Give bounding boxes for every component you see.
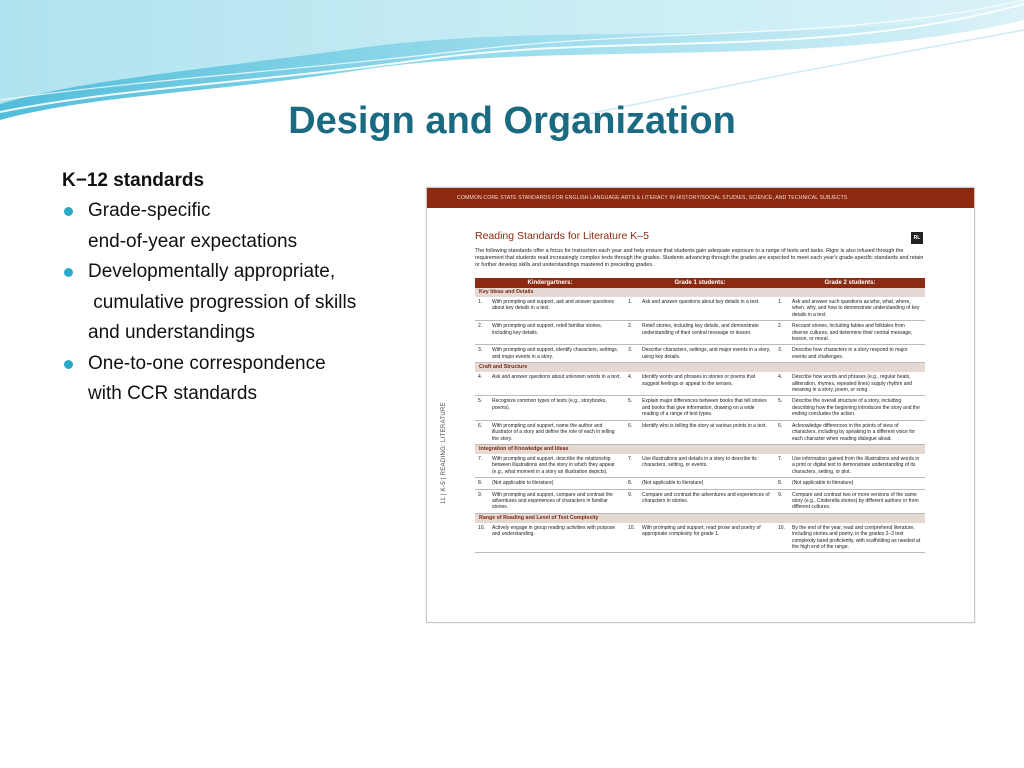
standard-number: 7. [628, 455, 633, 462]
standard-text: With prompting and support, compare and contrast the adventures and experiences of characters in familiar stories. [492, 491, 613, 511]
table-row [475, 396, 925, 420]
standard-text: Ask and answer such questions as who, what, where, when, why, and how to demonstrate understanding of key details in a text. [792, 299, 920, 318]
standard-number: 8. [778, 480, 783, 487]
document-title: Reading Standards for Literature K–5 [475, 230, 649, 242]
table-cell [625, 490, 775, 513]
bullet-panel [62, 170, 432, 410]
table-row [475, 297, 925, 321]
standard-text: (Not applicable to literature) [492, 480, 554, 487]
standard-number: 5. [628, 398, 633, 405]
table-row [475, 345, 925, 363]
table-cell [775, 421, 925, 444]
standard-text: Compare and contrast the adventures and experiences of characters in stories. [642, 491, 770, 504]
table-cell [625, 372, 775, 395]
standard-number: 8. [478, 480, 483, 487]
document-header-bar: COMMON CORE STATE STANDARDS FOR ENGLISH LANGUAGE ARTS & LITERACY IN HISTORY/SOCIAL STUDIES, SCIENCE, AND TECHNICAL SUBJECTS [427, 188, 974, 208]
section-heading: K−12 standards [62, 170, 205, 191]
standard-text: (Not applicable to literature) [642, 480, 704, 487]
table-cell [775, 523, 925, 553]
standard-text: Use illustrations and details in a story to describe its characters, setting, or events. [642, 455, 757, 469]
table-row [475, 372, 925, 396]
standard-number: 8. [628, 480, 633, 487]
standard-text: Use information gained from the illustrations and words in a print or digital text to demonstrate understanding of its characters, setting, or plot. [792, 455, 920, 475]
slide-title: Design and Organization [288, 100, 736, 142]
standards-document-image [426, 187, 975, 623]
table-cell [775, 478, 925, 488]
table-cell [475, 523, 625, 553]
standard-text: With prompting and support, describe the relationship between illustrations and the story in which they appear (e.g., what moment in a story an illustration depicts). [492, 455, 615, 475]
table-row [475, 421, 925, 445]
standard-number: 2. [778, 323, 783, 330]
standard-text: With prompting and support, ask and answer questions about key details in a text. [492, 299, 615, 312]
standard-number: 5. [478, 398, 483, 405]
table-cell [475, 421, 625, 444]
standard-number: 3. [778, 347, 783, 354]
column-header: Grade 2 students: [824, 280, 876, 286]
standard-number: 1. [628, 299, 633, 305]
standard-number: 6. [778, 422, 783, 429]
standard-text: (Not applicable to literature) [792, 480, 854, 487]
table-cell [625, 421, 775, 444]
table-cell [625, 321, 775, 344]
standard-number: 6. [628, 422, 633, 429]
table-cell [475, 345, 625, 362]
standard-text: With prompting and support, read prose and poetry of appropriate complexity for grade 1. [642, 524, 761, 538]
table-cell [475, 396, 625, 419]
bullet-line: with CCR standards [88, 383, 257, 404]
standard-number: 1. [778, 299, 783, 305]
table-cell [475, 297, 625, 320]
standard-number: 6. [478, 422, 483, 429]
table-cell [625, 345, 775, 362]
standard-text: With prompting and support, retell familiar stories, including key details. [492, 323, 603, 336]
standard-text: Explain major differences between books that tell stories and books that give information, drawing on a wide reading of a range of text types. [642, 398, 767, 418]
table-row [475, 490, 925, 514]
standard-text: With prompting and support, name the author and illustrator of a story and define the role of each in telling the story. [492, 422, 615, 442]
standard-text: Ask and answer questions about unknown words in a text. [492, 374, 621, 381]
standard-text: Describe characters, settings, and major events in a story, using key details. [642, 347, 771, 360]
table-cell [775, 490, 925, 513]
table-cell [475, 454, 625, 477]
table-cell [775, 372, 925, 395]
bullet-item [62, 257, 432, 349]
bullet-line: Grade-specific [88, 200, 211, 221]
table-row [475, 478, 925, 489]
standard-text: Identify words and phrases in stories or poems that suggest feelings or appeal to the senses. [642, 374, 756, 387]
bullet-line: One-to-one correspondence [88, 352, 326, 374]
table-cell [625, 523, 775, 553]
standard-text: Describe how words and phrases (e.g., regular beats, alliteration, rhymes, repeated lines) supply rhythm and meaning in a story, poem, or song. [792, 374, 913, 394]
document-side-label: 11 | K-5 | READING: LITERATURE [441, 402, 447, 504]
table-cell [775, 321, 925, 344]
standard-number: 4. [778, 374, 783, 381]
bullet-line: end-of-year expectations [88, 230, 298, 252]
standard-number: 5. [778, 398, 783, 405]
table-row [475, 454, 925, 478]
standard-text: Describe how characters in a story respond to major events and challenges. [792, 347, 908, 360]
standard-text: Recount stories, including fables and folktales from diverse cultures, and determine their central message, lesson, or moral. [792, 323, 913, 343]
table-row [475, 523, 925, 554]
standard-number: 3. [478, 347, 483, 354]
bullet-item [62, 196, 432, 257]
standard-number: 3. [628, 347, 633, 354]
table-cell [475, 321, 625, 344]
standard-number: 9. [478, 491, 483, 498]
bullet-line: cumulative progression of skills [88, 291, 357, 313]
bullet-line: Developmentally appropriate, [88, 261, 336, 282]
standard-number: 1. [478, 299, 483, 305]
bullet-item [62, 349, 432, 410]
table-row [475, 321, 925, 345]
table-section-header: Key Ideas and Details [475, 288, 925, 297]
standard-text: Identify who is telling the story at various points in a text. [642, 422, 767, 429]
bullet-dot-icon [64, 207, 73, 216]
standards-table [475, 278, 925, 553]
standard-number: 10. [478, 524, 485, 531]
table-cell [775, 454, 925, 477]
standard-number: 4. [478, 374, 483, 381]
standard-number: 4. [628, 374, 633, 381]
table-cell [475, 372, 625, 395]
standard-text: Describe the overall structure of a story, including describing how the beginning introduces the story and the ending concludes the action. [792, 398, 920, 418]
standard-number: 9. [628, 491, 633, 498]
column-header: Kindergartners: [527, 280, 573, 286]
table-body [475, 288, 925, 553]
table-cell [625, 478, 775, 488]
table-cell [625, 297, 775, 320]
standard-text: By the end of the year, read and comprehend literature, including stories and poetry, in the grades 2–3 text complexity band proficiently, with scaffolding as needed at the high end of the range. [792, 524, 921, 550]
standard-number: 2. [628, 323, 633, 330]
table-cell [475, 478, 625, 488]
standard-number: 10. [778, 524, 785, 531]
standard-number: 9. [778, 491, 783, 498]
table-section-header: Range of Reading and Level of Text Complexity [475, 514, 925, 523]
standard-number: 2. [478, 323, 483, 330]
bullet-dot-icon [64, 360, 73, 369]
bullet-line: and understandings [88, 322, 255, 343]
standard-text: Actively engage in group reading activities with purpose and understanding. [492, 524, 616, 538]
standard-text: Retell stories, including key details, and demonstrate understanding of their central message or lesson. [642, 323, 759, 336]
table-section-header: Integration of Knowledge and Ideas [475, 445, 925, 454]
standard-text: Compare and contrast two or more versions of the same story (e.g., Cinderella stories) by different authors or from different cultures. [792, 491, 919, 511]
column-header: Grade 1 students: [674, 280, 726, 286]
table-cell [775, 396, 925, 419]
table-cell [625, 454, 775, 477]
bullet-dot-icon [64, 268, 73, 277]
table-cell [625, 396, 775, 419]
standard-text: Ask and answer questions about key details in a text. [642, 299, 760, 305]
standard-number: 7. [778, 455, 783, 462]
table-header [475, 278, 925, 288]
table-cell [775, 297, 925, 320]
standard-number: 10. [628, 524, 635, 531]
standard-number: 7. [478, 455, 483, 462]
table-cell [475, 490, 625, 513]
document-intro: The following standards offer a focus for instruction each year and help ensure that students gain adequate exposure to a range of texts and tasks. Rigor is also infused through the requirement that students read increasingly complex texts through the grades. Students advancing through the grades are expected to meet each year's grade-specific standards and retain or further develop skills and understandings mastered in preceding grades. [475, 248, 924, 268]
rl-badge: RL [911, 232, 923, 244]
standard-text: Acknowledge differences in the points of view of characters, including by speaking in a different voice for each character when reading dialogue aloud. [792, 422, 916, 442]
standard-text: With prompting and support, identify characters, settings, and major events in a story. [492, 347, 619, 360]
standard-text: Recognize common types of texts (e.g., storybooks, poems). [492, 398, 607, 411]
table-section-header: Craft and Structure [475, 363, 925, 372]
table-cell [775, 345, 925, 362]
